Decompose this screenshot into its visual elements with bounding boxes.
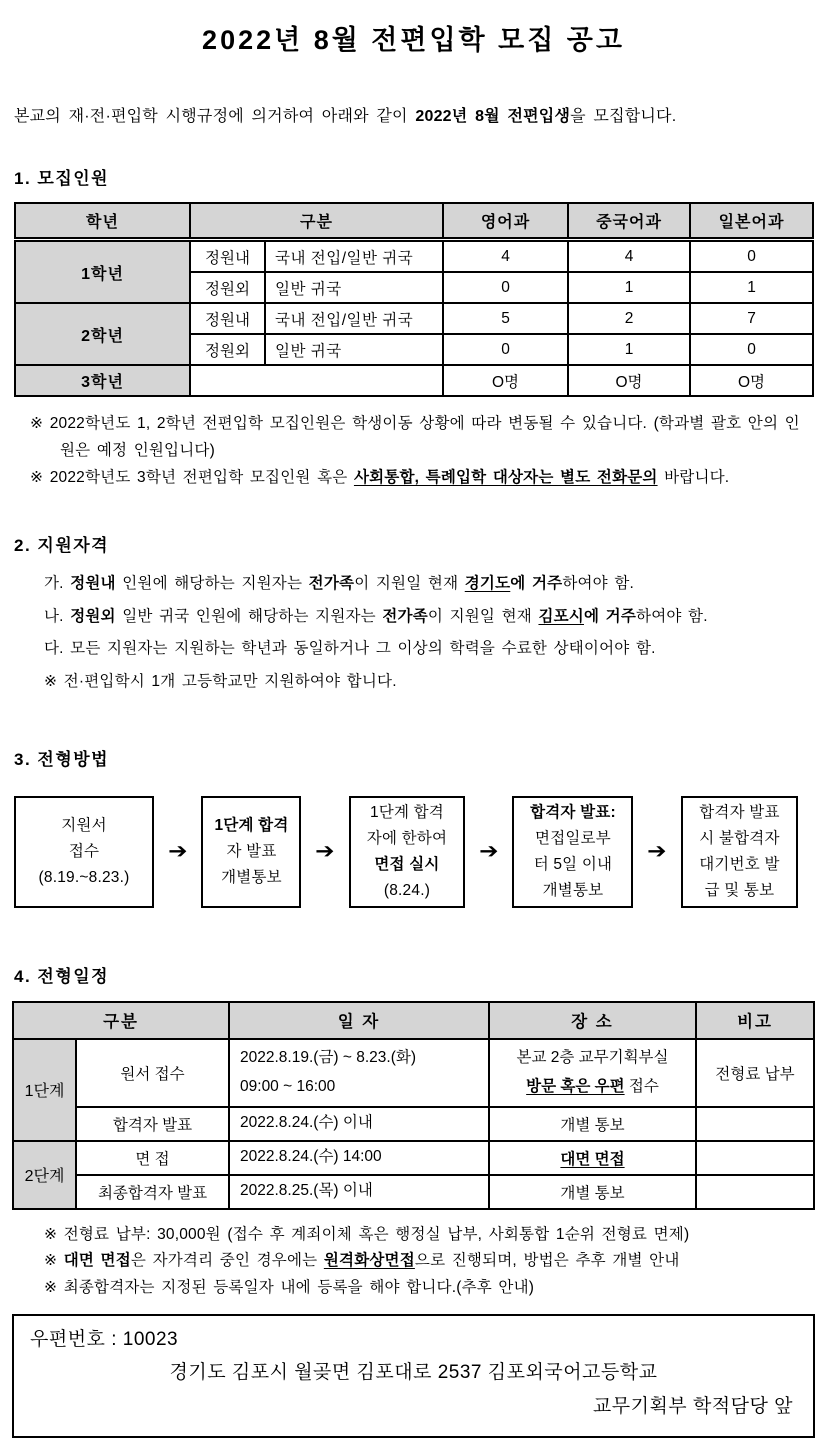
item-text: 하여야 함. xyxy=(636,607,708,625)
col-category: 구분 xyxy=(13,1002,229,1039)
schedule-note-2 xyxy=(44,1248,813,1275)
mailing-address-box xyxy=(12,1314,815,1438)
note-cell xyxy=(696,1107,814,1141)
place-line xyxy=(491,1073,694,1102)
grade-2-cell: 2학년 xyxy=(15,303,190,365)
eligibility-item-b xyxy=(44,601,813,634)
note-text: 바랍니다. xyxy=(657,469,730,487)
type-cell: 국내 전입/일반 귀국 xyxy=(265,303,443,334)
quota-header-row xyxy=(15,203,813,240)
right-arrow-icon: ➔ xyxy=(647,840,667,864)
col-place: 장 소 xyxy=(489,1002,696,1039)
table-row xyxy=(13,1039,814,1107)
step-line: 터 5일 이내 xyxy=(533,855,613,873)
flow-step-application xyxy=(14,796,154,908)
note-text: ※ 2022학년도 3학년 전편입학 모집인원 혹은 xyxy=(30,469,354,487)
eligibility-list xyxy=(44,568,813,698)
grade-3-cell: 3학년 xyxy=(15,365,190,396)
section-2-heading: 2. 지원자격 xyxy=(14,536,110,556)
step-line: 시 불합격자 xyxy=(699,829,780,847)
japanese-count: 0 xyxy=(690,334,813,365)
chinese-count: 1 xyxy=(568,272,690,303)
step-name-cell: 원서 접수 xyxy=(76,1039,229,1107)
chinese-count: 2 xyxy=(568,303,690,334)
item-bold: 정원내 xyxy=(70,575,116,593)
japanese-count: 1 xyxy=(690,272,813,303)
place-line: 본교 2층 교무기획부실 xyxy=(516,1048,669,1066)
item-text: 하여야 함. xyxy=(562,575,635,593)
date-cell: 2022.8.25.(목) 이내 xyxy=(229,1175,489,1209)
step-line: 자에 한하여 xyxy=(366,829,448,847)
recipient: 교무기획부 학적담당 앞 xyxy=(592,1396,793,1418)
table-row xyxy=(13,1141,814,1175)
type-cell: 일반 귀국 xyxy=(265,334,443,365)
admission-quota-table xyxy=(14,202,814,397)
note-text: 으로 진행되며, 방법은 추후 개별 안내 xyxy=(414,1252,680,1270)
type-cell: 국내 전입/일반 귀국 xyxy=(265,240,443,273)
schedule-table xyxy=(12,1001,815,1210)
right-arrow-icon: ➔ xyxy=(168,840,188,864)
note-bold: 대면 면접 xyxy=(63,1252,131,1270)
eligibility-item-a xyxy=(44,568,813,601)
col-english: 영어과 xyxy=(443,203,568,240)
quota-cell: 정원내 xyxy=(190,240,265,273)
empty-category-cell xyxy=(190,365,443,396)
item-underline: 경기도 xyxy=(464,575,511,593)
page-title: 2022년 8월 전편입학 모집 공고 xyxy=(202,25,625,55)
col-date: 일 자 xyxy=(229,1002,489,1039)
schedule-note-3: ※ 최종합격자는 지정된 등록일자 내에 등록을 해야 합니다.(추후 안내) xyxy=(44,1278,535,1296)
item-label: 나. xyxy=(44,607,71,625)
note-cell: 전형료 납부 xyxy=(696,1039,814,1107)
step-line: (8.19.~8.23.) xyxy=(38,868,130,886)
table-row xyxy=(15,365,813,396)
english-count: 4 xyxy=(443,240,568,273)
item-bold: 전가족 xyxy=(382,607,428,625)
eligibility-item-c: 다. 모든 지원자는 지원하는 학년과 동일하거나 그 이상의 학력을 수료한 상태이어야 함. xyxy=(44,640,656,658)
chinese-count: 4 xyxy=(568,240,690,273)
type-cell: 일반 귀국 xyxy=(265,272,443,303)
place-cell: 개별 통보 xyxy=(489,1175,696,1209)
date-cell: 2022.8.24.(수) 14:00 xyxy=(229,1141,489,1175)
col-japanese: 일본어과 xyxy=(690,203,813,240)
item-bold: 에 거주 xyxy=(510,575,563,593)
item-text: 이 지원일 현재 xyxy=(427,607,539,625)
schedule-note-1: ※ 전형료 납부: 30,000원 (접수 후 계죄이체 혹은 행정실 납부, 사회통합 1순위 전형료 면제) xyxy=(44,1225,690,1243)
table-row xyxy=(13,1175,814,1209)
stage-2-cell: 2단계 xyxy=(13,1141,76,1209)
step-line: 자 발표 xyxy=(226,842,277,860)
note-underline: 원격화상면접 xyxy=(323,1252,415,1270)
step-line: 개별통보 xyxy=(221,868,282,886)
intro-bold: 2022년 8월 전편입생 xyxy=(415,108,571,125)
date-cell xyxy=(229,1039,489,1107)
english-count: 0 xyxy=(443,334,568,365)
japanese-count: 7 xyxy=(690,303,813,334)
step-name-cell: 합격자 발표 xyxy=(76,1107,229,1141)
table-row xyxy=(15,240,813,273)
date-cell: 2022.8.24.(수) 이내 xyxy=(229,1107,489,1141)
right-arrow-icon: ➔ xyxy=(479,840,499,864)
col-chinese: 중국어과 xyxy=(568,203,690,240)
grade-1-cell: 1학년 xyxy=(15,240,190,304)
step-line: 합격자 발표 xyxy=(699,803,780,821)
step-line: 접수 xyxy=(68,842,100,860)
quota-cell: 정원내 xyxy=(190,303,265,334)
postal-code: 우편번호 : 10023 xyxy=(30,1328,179,1350)
item-bold: 전가족 xyxy=(308,575,355,593)
section-1-heading: 1. 모집인원 xyxy=(14,169,110,188)
date-line: 2022.8.19.(금) ~ 8.23.(화) xyxy=(240,1048,417,1066)
item-text: 일반 귀국 인원에 해당하는 지원자는 xyxy=(115,607,383,625)
place-emphasis: 대면 면접 xyxy=(560,1150,625,1168)
item-underline: 김포시 xyxy=(538,607,584,625)
quota-notes xyxy=(30,410,813,491)
note-emphasis: 사회통합, 특례입학 대상자는 별도 전화문의 xyxy=(353,469,658,487)
place-cell xyxy=(489,1039,696,1107)
step-line: 면접 실시 xyxy=(374,855,440,873)
quota-cell: 정원외 xyxy=(190,334,265,365)
place-emphasis: 방문 혹은 우편 xyxy=(526,1077,625,1095)
japanese-count: 0 xyxy=(690,240,813,273)
item-text: 이 지원일 현재 xyxy=(354,575,465,593)
schedule-header-row xyxy=(13,1002,814,1039)
chinese-count: 1 xyxy=(568,334,690,365)
flow-step-waitlist xyxy=(681,796,798,908)
step-line: 지원서 xyxy=(61,816,107,834)
item-label: 가. xyxy=(44,575,71,593)
step-line: (8.24.) xyxy=(383,881,431,899)
japanese-count: O명 xyxy=(690,365,813,396)
step-line: 대기번호 발 xyxy=(699,855,780,873)
step-line: 급 및 통보 xyxy=(704,881,775,899)
flow-step-stage1-result xyxy=(201,796,301,908)
english-count: O명 xyxy=(443,365,568,396)
item-bold: 에 거주 xyxy=(583,607,637,625)
note-text: ※ xyxy=(44,1252,64,1270)
step-name-cell: 면 접 xyxy=(76,1141,229,1175)
eligibility-item-note: ※ 전·편입학시 1개 고등학교만 지원하여야 합니다. xyxy=(44,673,397,691)
place-cell xyxy=(489,1141,696,1175)
step-line: 개별통보 xyxy=(542,881,604,899)
quota-note-1: ※ 2022학년도 1, 2학년 전편입학 모집인원은 학생이동 상황에 따라 변동될 수 있습니다. (학과별 괄호 안의 인원은 예정 인원입니다) xyxy=(30,415,800,460)
note-text: 은 자가격리 중인 경우에는 xyxy=(130,1252,324,1270)
note-cell xyxy=(696,1141,814,1175)
schedule-notes xyxy=(44,1222,813,1302)
item-bold: 정원외 xyxy=(70,607,116,625)
stage-1-cell: 1단계 xyxy=(13,1039,76,1141)
col-category: 구분 xyxy=(190,203,443,240)
item-text: 인원에 해당하는 지원자는 xyxy=(115,575,309,593)
intro-post: 을 모집합니다. xyxy=(570,108,677,125)
english-count: 0 xyxy=(443,272,568,303)
quota-note-2 xyxy=(30,464,813,491)
application-steps-flowchart xyxy=(14,796,798,908)
step-line: 1단계 합격 xyxy=(214,816,289,834)
note-cell xyxy=(696,1175,814,1209)
step-line: 면접일로부 xyxy=(535,829,611,847)
quota-cell: 정원외 xyxy=(190,272,265,303)
school-address: 경기도 김포시 월곶면 김포대로 2537 김포외국어고등학교 xyxy=(169,1362,658,1384)
col-grade: 학년 xyxy=(15,203,190,240)
section-3-heading: 3. 전형방법 xyxy=(14,749,110,769)
table-row xyxy=(13,1107,814,1141)
table-row xyxy=(15,303,813,334)
section-4-heading: 4. 전형일정 xyxy=(14,966,110,986)
right-arrow-icon: ➔ xyxy=(315,840,335,864)
date-line: 09:00 ~ 16:00 xyxy=(240,1077,336,1095)
place-text: 접수 xyxy=(624,1077,659,1095)
step-line: 합격자 발표: xyxy=(530,803,616,821)
english-count: 5 xyxy=(443,303,568,334)
flow-step-interview xyxy=(349,796,465,908)
col-note: 비고 xyxy=(696,1002,814,1039)
step-line: 1단계 합격 xyxy=(369,803,444,821)
place-cell: 개별 통보 xyxy=(489,1107,696,1141)
chinese-count: O명 xyxy=(568,365,690,396)
intro-pre: 본교의 재·전·편입학 시행규정에 의거하여 아래와 같이 xyxy=(14,108,416,125)
intro-paragraph xyxy=(14,103,813,126)
flow-step-final-result xyxy=(512,796,633,908)
step-name-cell: 최종합격자 발표 xyxy=(76,1175,229,1209)
